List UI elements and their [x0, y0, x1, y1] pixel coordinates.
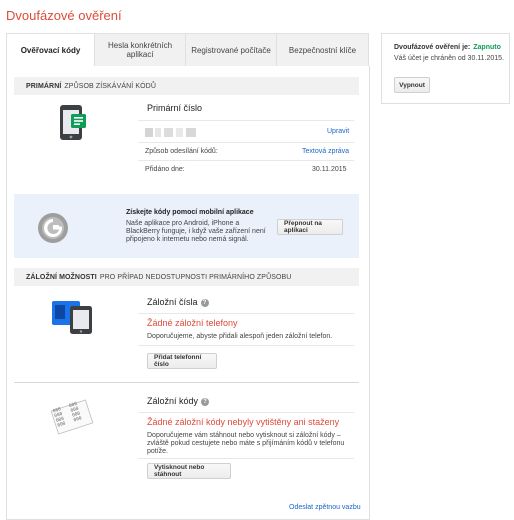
tab-app-passwords[interactable]: Hesla konkrétních aplikací [94, 33, 186, 67]
backup-section-header [14, 268, 359, 286]
card-code: 000 000 [55, 416, 67, 429]
divider [138, 345, 354, 346]
divider [138, 458, 354, 459]
added-value: 30.11.2015 [312, 166, 347, 173]
authenticator-icon [37, 212, 69, 244]
page-title: Dvoufázové ověření [6, 8, 122, 23]
no-backup-phones-warning: Žádné záložní telefony [147, 318, 238, 328]
method-label: Způsob odesílání kódů: [145, 148, 218, 155]
card-code: 000 000 [68, 401, 80, 414]
tab-bar [6, 33, 370, 67]
primary-section-text: ZPŮSOB ZÍSKÁVÁNÍ KÓDŮ [64, 82, 156, 90]
added-label: Přidáno dne: [145, 166, 185, 173]
divider [138, 160, 354, 161]
backup-phones-heading: Záložní čísla [147, 297, 198, 307]
help-icon[interactable]: ? [201, 398, 209, 406]
no-backup-codes-warning: Žádné záložní kódy nebyly vytištěny ani staženy [147, 417, 340, 427]
primary-section-bold: PRIMÁRNÍ [26, 82, 62, 90]
help-icon[interactable]: ? [201, 299, 209, 307]
backup-codes-heading: Záložní kódy [147, 396, 199, 406]
backup-codes-text: Doporučujeme vám stáhnout nebo vytisknout si záložní kódy – zvláště pokud cestujete nebo máte s přijímáním kódů v telefonu potíže. [147, 432, 345, 455]
section-divider [14, 382, 359, 383]
turn-off-button[interactable]: Vypnout [394, 77, 430, 93]
status-text: Váš účet je chráněn od 30.11.2015. [394, 55, 505, 62]
primary-section-header [14, 77, 359, 95]
tab-security-keys[interactable]: Bezpečnostní klíče [276, 33, 369, 67]
backup-phones-icon [52, 300, 96, 336]
tab-verification-codes[interactable]: Ověřovací kódy [6, 33, 95, 67]
promo-title: Získejte kódy pomocí mobilní aplikace [126, 209, 254, 216]
backup-phones-text: Doporučujeme, abyste přidali alespoň jeden záložní telefon. [147, 333, 333, 340]
status-line [394, 44, 501, 51]
method-value-link[interactable]: Textová zpráva [302, 148, 350, 155]
backup-codes-heading-row [147, 396, 209, 406]
divider [138, 313, 354, 314]
backup-phones-heading-row [147, 297, 209, 307]
status-title: Dvoufázové ověření je: [394, 44, 471, 51]
divider [138, 412, 354, 413]
card-code: 000 000 [71, 411, 83, 424]
primary-number-heading: Primární číslo [147, 103, 203, 113]
add-phone-number-button[interactable]: Přidat telefonní číslo [147, 353, 217, 369]
backup-section-text: PRO PŘÍPAD NEDOSTUPNOSTI PRIMÁRNÍHO ZPŮSOBU [99, 273, 292, 281]
send-feedback-link[interactable]: Odeslat zpětnou vazbu [289, 504, 361, 511]
print-or-download-button[interactable]: Vytisknout nebo stáhnout [147, 463, 231, 479]
promo-text: Naše aplikace pro Android, iPhone a BlackBerry funguje, i když vaše zařízení není připojeno k internetu nebo nemá signál. [126, 220, 266, 243]
status-value: Zapnuto [473, 44, 501, 51]
masked-phone-number [145, 128, 197, 137]
divider [138, 142, 354, 143]
backup-section-bold: ZÁLOŽNÍ MOŽNOSTI [26, 273, 97, 281]
divider [138, 120, 354, 121]
tab-registered-computers[interactable]: Registrované počítače [185, 33, 277, 67]
edit-link[interactable]: Upravit [327, 128, 350, 135]
status-box [381, 33, 510, 104]
phone-icon [59, 104, 89, 142]
switch-to-app-button[interactable]: Přepnout na aplikaci [277, 219, 343, 235]
card-code: 000 000 [52, 407, 64, 420]
